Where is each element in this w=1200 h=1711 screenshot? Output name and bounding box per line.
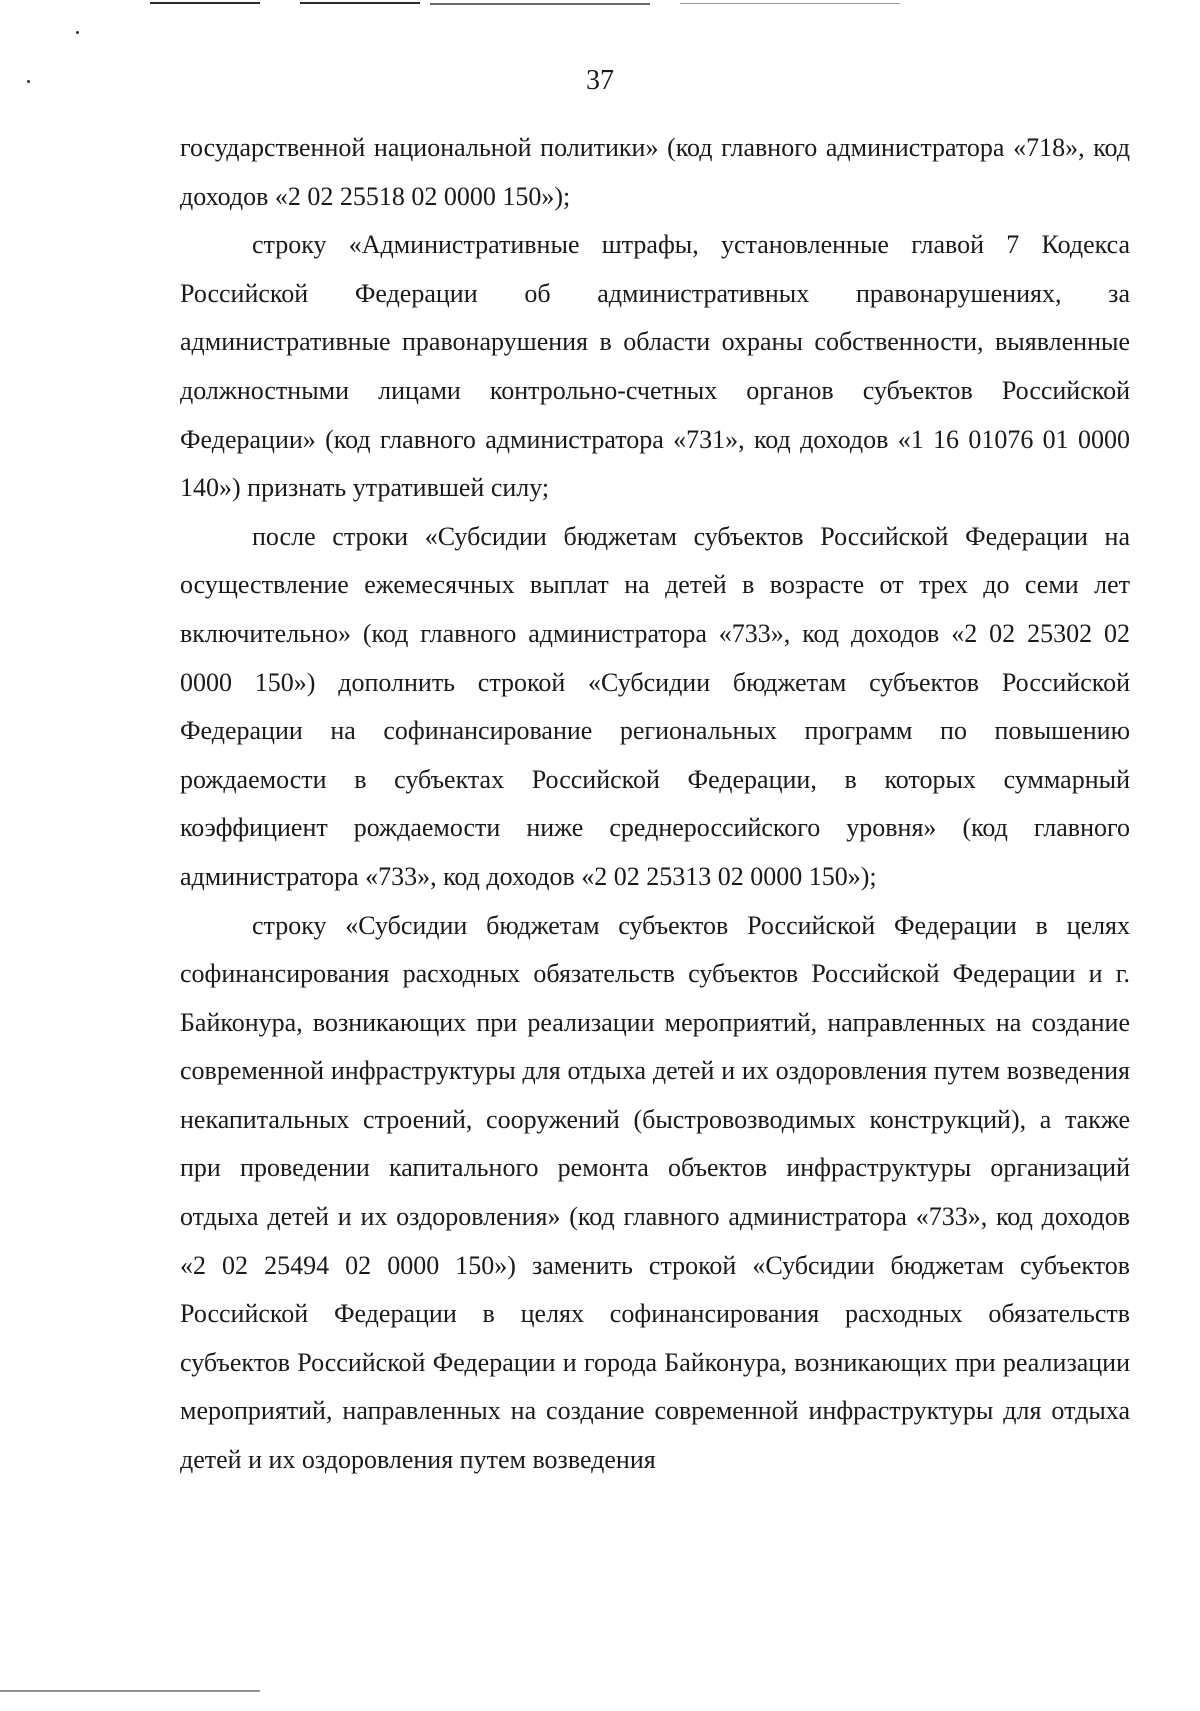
scan-edge-top-1 [150,2,260,4]
scan-speck [76,31,79,34]
scan-edge-left [0,1690,260,1692]
scan-edge-top-4 [680,3,900,4]
scan-edge-top-2 [300,2,420,4]
paragraph: строку «Административные штрафы, установленные главой 7 Кодекса Российской Федерации об административных правонарушениях, за административные правонарушения в области охраны собственности, выявленные должностными лицами контрольно-счетных органов субъектов Российской Федерации» (код главного администратора «731», код доходов «1 16 01076 01 0000 140») признать утратившей силу; [180,230,1130,503]
scan-edge-top-3 [430,3,650,5]
document-body [180,124,1130,1485]
page-number: 37 [586,65,614,96]
paragraph: после строки «Субсидии бюджетам субъектов Российской Федерации на осуществление ежемесячных выплат на детей в возрасте от трех до семи лет включительно» (код главного администратора «733», код доходов «2 02 25302 02 0000 150») дополнить строкой «Субсидии бюджетам субъектов Российской Федерации на софинансирование региональных программ по повышению рождаемости в субъектах Российской Федерации, в которых суммарный коэффициент рождаемости ниже среднероссийского уровня» (код главного администратора «733», код доходов «2 02 25313 02 0000 150»); [180,521,1130,891]
paragraph: строку «Субсидии бюджетам субъектов Российской Федерации в целях софинансирования расходных обязательств субъектов Российской Федерации и г. Байконура, возникающих при реализации мероприятий, направленных на создание современной инфраструктуры для отдыха детей и их оздоровления путем возведения некапитальных строений, сооружений (быстровозводимых конструкций), а также при проведении капитального ремонта объектов инфраструктуры организаций отдыха детей и их оздоровления» (код главного администратора «733», код доходов «2 02 25494 02 0000 150») заменить строкой «Субсидии бюджетам субъектов Российской Федерации в целях софинансирования расходных обязательств субъектов Российской Федерации и города Байконура, возникающих при реализации мероприятий, направленных на создание современной инфраструктуры для отдыха детей и их оздоровления путем возведения [180,910,1130,1475]
paragraph: государственной национальной политики» (код главного администратора «718», код доходов «2 02 25518 02 0000 150»); [180,133,1130,211]
